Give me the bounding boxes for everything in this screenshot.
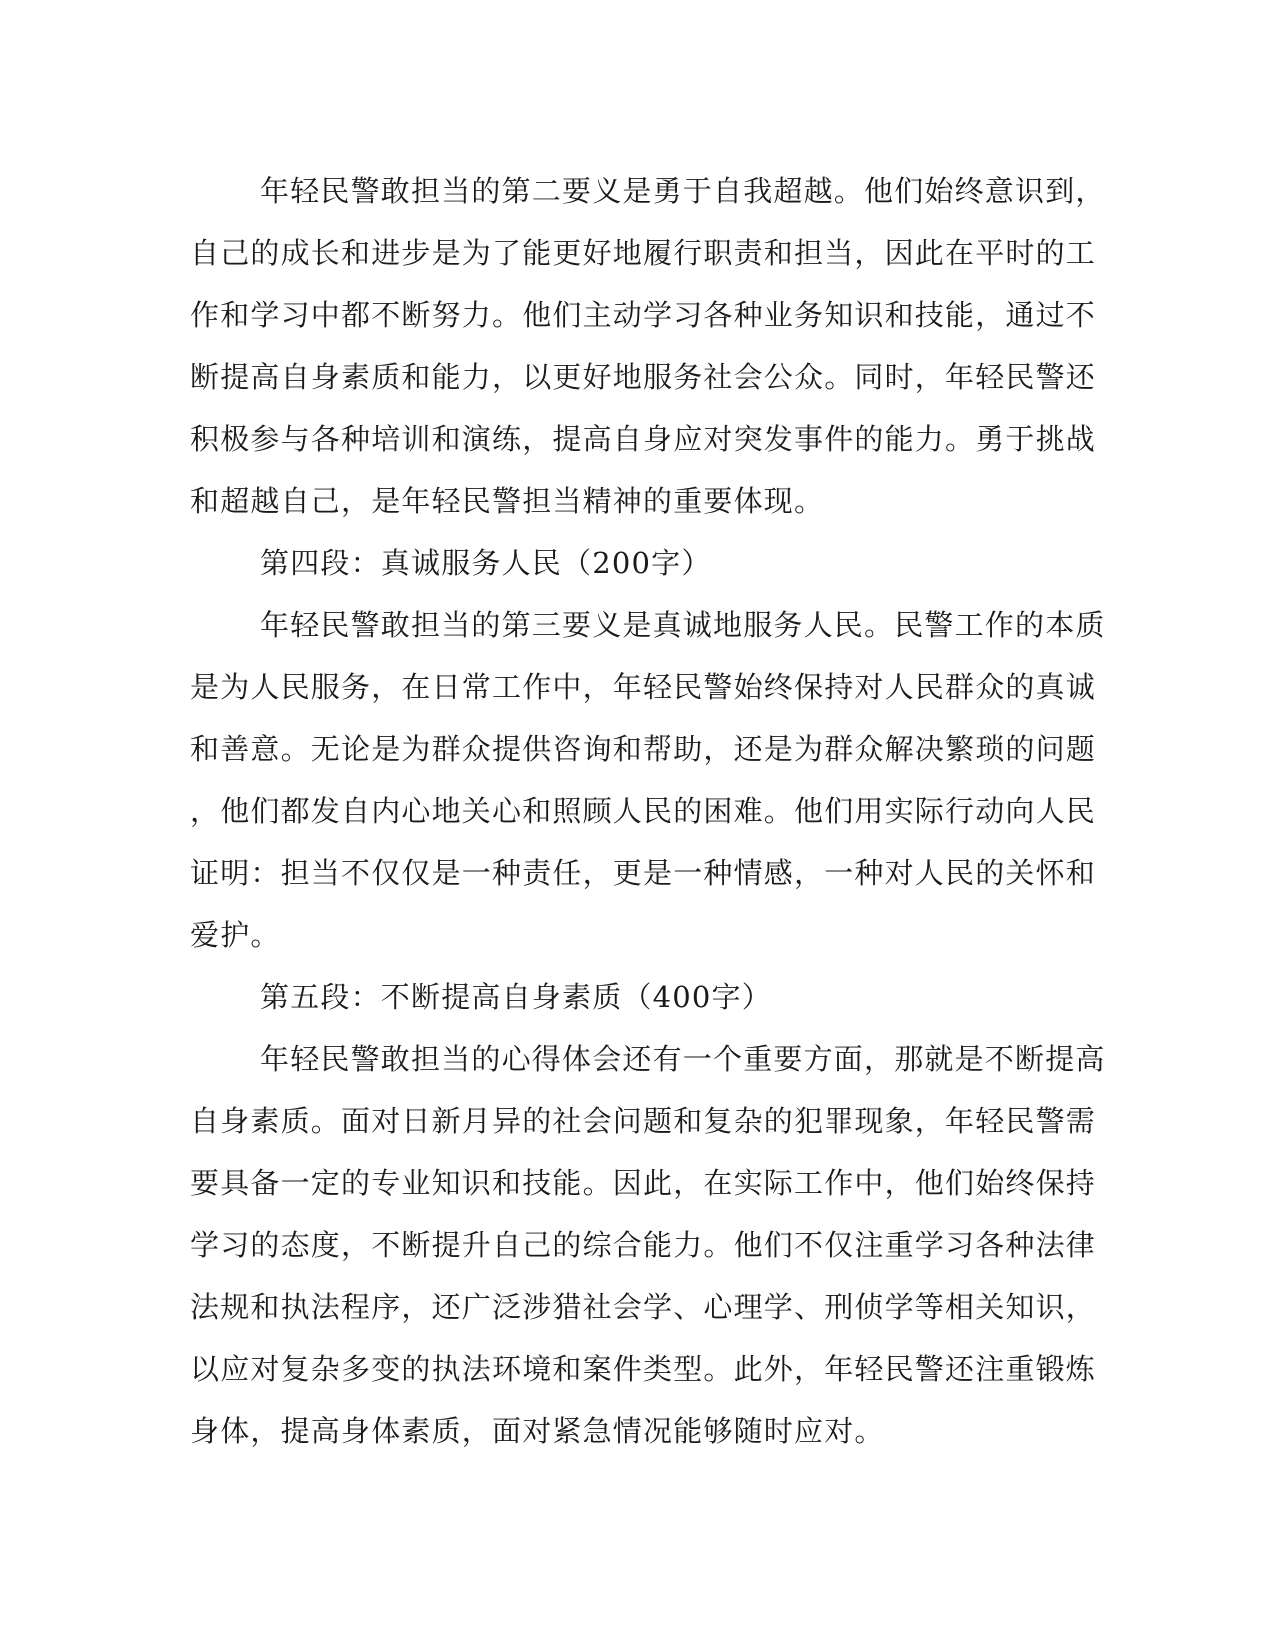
section-heading-4: 第四段：真诚服务人民（200字） [260,546,712,580]
text-line: 断提高自身素质和能力，以更好地服务社会公众。同时，年轻民警还 [190,360,1097,394]
text-line: 年轻民警敢担当的第三要义是真诚地服务人民。民警工作的本质 [260,608,1106,642]
text-line: 要具备一定的专业知识和技能。因此，在实际工作中，他们始终保持 [190,1166,1097,1200]
section-heading-5: 第五段：不断提高自身素质（400字） [260,980,772,1014]
text-line: 证明：担当不仅仅是一种责任，更是一种情感，一种对人民的关怀和 [190,856,1097,890]
text-line: 年轻民警敢担当的第二要义是勇于自我超越。他们始终意识到， [260,174,1106,208]
text-line: 年轻民警敢担当的心得体会还有一个重要方面，那就是不断提高 [260,1042,1106,1076]
text-line: 自己的成长和进步是为了能更好地履行职责和担当，因此在平时的工 [190,236,1097,270]
text-line: 学习的态度，不断提升自己的综合能力。他们不仅注重学习各种法律 [190,1228,1097,1262]
text-line: 爱护。 [190,918,281,952]
text-line: 和超越自己，是年轻民警担当精神的重要体现。 [190,484,825,518]
text-line: 身体，提高身体素质，面对紧急情况能够随时应对。 [190,1414,885,1448]
text-line: 自身素质。面对日新月异的社会问题和复杂的犯罪现象，年轻民警需 [190,1104,1097,1138]
text-line: 积极参与各种培训和演练，提高自身应对突发事件的能力。勇于挑战 [190,422,1097,456]
text-line: 以应对复杂多变的执法环境和案件类型。此外，年轻民警还注重锻炼 [190,1352,1097,1386]
paragraph-second-meaning [190,160,1106,532]
text-line: 法规和执法程序，还广泛涉猎社会学、心理学、刑侦学等相关知识， [190,1290,1097,1324]
paragraph-improve-quality [190,1028,1106,1462]
text-line: 和善意。无论是为群众提供咨询和帮助，还是为群众解决繁琐的问题 [190,732,1097,766]
paragraph-third-meaning [190,594,1106,966]
text-line: 作和学习中都不断努力。他们主动学习各种业务知识和技能，通过不 [190,298,1097,332]
text-line: 是为人民服务，在日常工作中，年轻民警始终保持对人民群众的真诚 [190,670,1097,704]
text-line: ，他们都发自内心地关心和照顾人民的困难。他们用实际行动向人民 [190,794,1097,828]
document-body [190,160,1106,1462]
